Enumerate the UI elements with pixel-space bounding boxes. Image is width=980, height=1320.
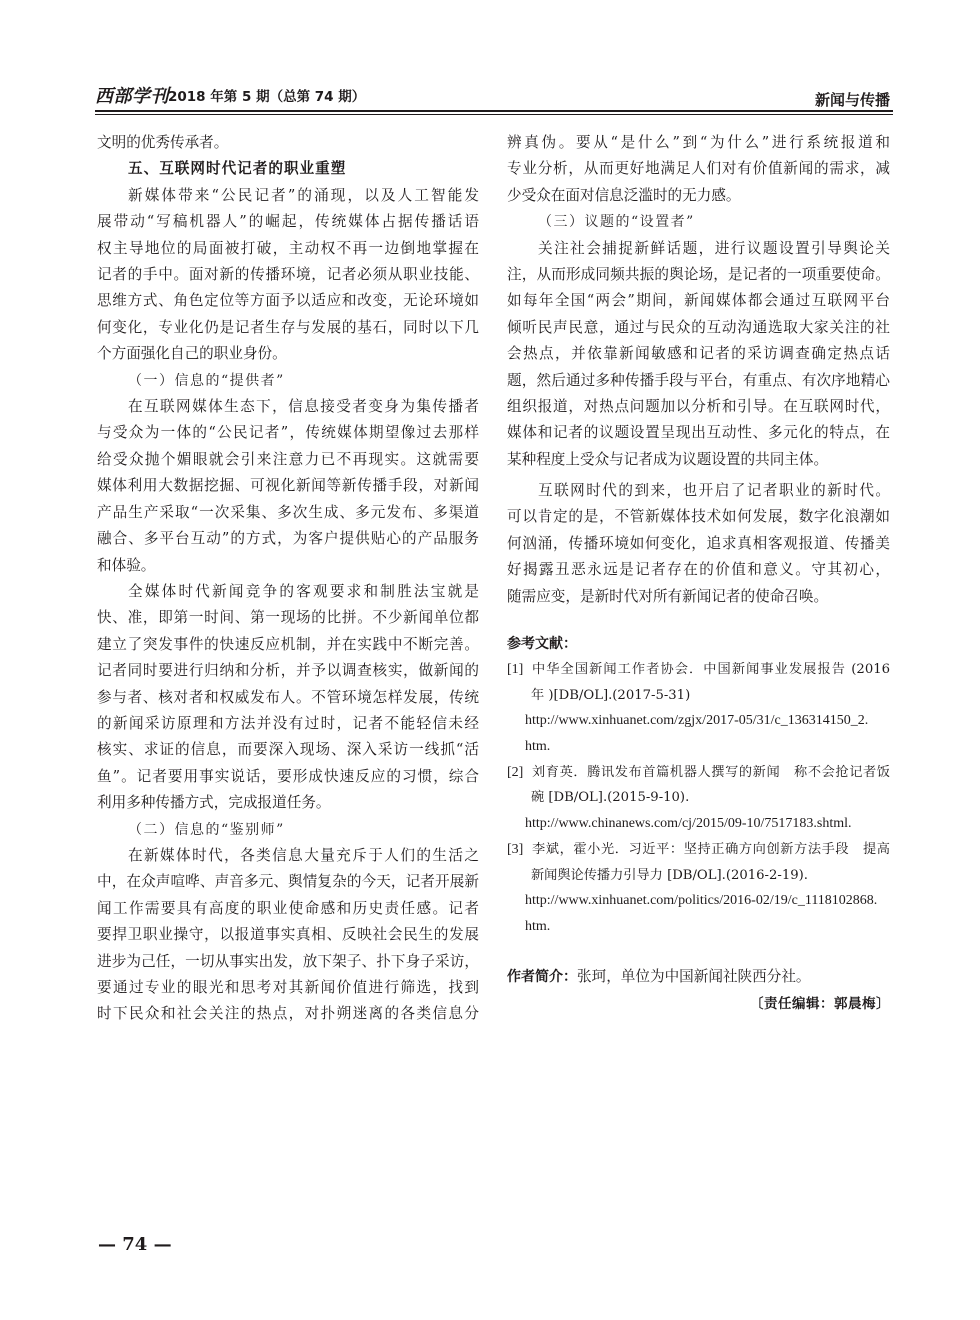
paragraph (507, 478, 890, 610)
reference-line (507, 837, 890, 863)
reference-url-line: http://www.chinanews.com/cj/2015/09-10/7517183.shtml. (525, 816, 852, 832)
body-line: 记者同时要进行归纳和分析，并予以调查核实，做新闻的 (97, 662, 479, 680)
body-line: 展带动“写稿机器人”的崛起，传统媒体占据传播话语 (97, 213, 479, 231)
body-line: 如每年全国“两会”期间，新闻媒体都会通过互联网平台 (507, 292, 890, 310)
reference-text: 李斌，霍小光．习近平：坚持正确方向创新方法手段 提高 (532, 841, 890, 857)
body-line: 专业分析，从而更好地满足人们对有价值新闻的需求，减 (507, 160, 890, 178)
reference-number: [1] (507, 662, 524, 677)
body-line: 媒体利用大数据挖掘、可视化新闻等新传播手段，对新闻 (97, 477, 479, 495)
body-line: 题，然后通过多种传播手段与平台，有重点、有次序地精心 (507, 371, 890, 389)
body-line: 注，从而形成同频共振的舆论场，是记者的一项重要使命。 (507, 266, 890, 284)
reference-url-line: htm. (525, 918, 551, 934)
body-line: 倾听民声民意，通过与民众的互动沟通选取大家关注的社 (507, 318, 890, 336)
body-line: 某种程度上受众与记者成为议题设置的共同主体。 (507, 450, 829, 468)
author-bio-text: 张珂，单位为中国新闻社陕西分社。 (577, 968, 811, 985)
body-line: 媒体和记者的议题设置呈现出互动性、多元化的特点，在 (507, 424, 890, 442)
body-line: 文明的优秀传承者。 (97, 134, 229, 151)
body-line: 和体验。 (97, 556, 156, 574)
reference-item (507, 837, 890, 940)
body-line: 记者的手中。面对新的传播环境，记者必须从职业技能、 (97, 266, 479, 284)
right-column (507, 130, 890, 473)
subsection-heading: （三）议题的“设置者” (538, 214, 695, 231)
body-line: 中，在众声喧哗、声音多元、舆情复杂的今天，记者开展新 (97, 873, 479, 891)
body-line: 互联网时代的到来，也开启了记者职业的新时代。 (538, 482, 890, 499)
references-list (507, 657, 890, 940)
author-bio (507, 964, 890, 990)
body-line: 闻工作需要具有高度的职业使命感和历史责任感。记者 (97, 899, 479, 917)
body-line: 权主导地位的局面被打破，主动权不再一边倒地掌握在 (97, 239, 479, 257)
body-line: 的新闻采访原理和方法并没有过时，记者不能轻信未经 (97, 714, 479, 732)
conclusion-block (507, 478, 890, 610)
body-line: 何变化，专业化仍是记者生存与发展的基石，同时以下几 (97, 318, 479, 336)
paragraph (507, 236, 890, 474)
body-line: 快、准，即第一时间、第一现场的比拼。不少新闻单位都 (97, 609, 479, 627)
body-line: 参与者、核对者和权威发布人。不管环境怎样发展，传统 (97, 688, 479, 706)
journal-logo: 西部学刊 (95, 86, 169, 107)
body-line: 组织报道，对热点问题加以分析和引导。在互联网时代， (507, 398, 890, 416)
paragraph (97, 579, 479, 817)
body-line: 个方面强化自己的职业身份。 (97, 345, 287, 363)
page-number: — 74 — (98, 1234, 172, 1255)
body-line: 要捍卫职业操守，以报道事实真相、反映社会民生的发展 (97, 926, 479, 944)
body-line: 在互联网媒体生态下，信息接受者变身为集传播者 (128, 398, 479, 416)
reference-url-line: http://www.xinhuanet.com/politics/2016-02/19/c_1118102868. (525, 893, 878, 909)
reference-line: 新闻舆论传播力引导力 [DB/OL].(2016-2-19). (531, 867, 808, 883)
body-line: 产品生产采取“一次采集、多次生成、多元发布、多渠道 (97, 503, 479, 521)
reference-line: 年 )[DB/OL].(2017-5-31) (531, 687, 691, 703)
subsection-heading: （二）信息的“鉴别师” (128, 821, 285, 838)
editor-note: 〔责任编辑：郭晨梅〕 (750, 996, 890, 1012)
paragraph (97, 843, 479, 1028)
body-line: 时下民众和社会关注的热点，对扑朔迷离的各类信息分 (97, 1005, 479, 1023)
body-line: 进步为己任，一切从事实出发，放下架子、扑下身子采访， (97, 952, 479, 970)
body-line: 可以肯定的是，不管新媒体技术如何发展，数字化浪潮如 (507, 508, 890, 526)
body-line: 核实、求证的信息，而要深入现场、深入采访一线抓“活 (97, 741, 479, 759)
body-line: 思维方式、角色定位等方面予以适应和改变，无论环境如 (97, 292, 479, 310)
reference-line (507, 760, 890, 786)
body-line: 辨真伪。要从“是什么”到“为什么”进行系统报道和 (507, 134, 890, 151)
body-line: 给受众抛个媚眼就会引来注意力已不再现实。这就需要 (97, 450, 479, 468)
reference-line: 碗 [DB/OL].(2015-9-10). (531, 790, 690, 806)
header-rule-thin (95, 114, 893, 115)
body-line: 好揭露丑恶永远是记者存在的价值和意义。守其初心， (507, 561, 890, 579)
body-line: 在新媒体时代，各类信息大量充斥于人们的生活之 (128, 846, 479, 864)
author-bio-label: 作者简介： (507, 969, 577, 985)
body-line: 建立了突发事件的快速反应机制，并在实践中不断完善。 (97, 635, 479, 653)
reference-item (507, 760, 890, 837)
body-line: 关注社会捕捉新鲜话题，进行议题设置引导舆论关 (538, 239, 890, 257)
body-line: 要通过专业的眼光和思考对其新闻价值进行筛选，找到 (97, 979, 479, 996)
issue-info: 2018 年第 5 期（总第 74 期） (168, 89, 366, 105)
body-line: 全媒体时代新闻竞争的客观要求和制胜法宝就是 (128, 582, 479, 600)
header-rule (95, 110, 893, 112)
section-heading: 五、互联网时代记者的职业重塑 (128, 160, 347, 178)
paragraph (97, 183, 479, 368)
body-line: 何汹涌，传播环境如何变化，追求真相客观报道、传播美 (507, 534, 890, 552)
left-column (97, 130, 479, 1028)
reference-number: [3] (507, 841, 524, 857)
reference-text: 刘育英．腾讯发布首篇机器人撰写的新闻 称不会抢记者饭 (532, 764, 890, 780)
body-line: 会热点，并依靠新闻敏感和记者的采访调查确定热点话 (507, 345, 890, 363)
reference-url-line: http://www.xinhuanet.com/zgjx/2017-05/31/c_136314150_2. (525, 713, 869, 729)
body-line: 新媒体带来“公民记者”的涌现，以及人工智能发 (128, 186, 479, 204)
reference-line (507, 657, 890, 683)
paragraph (507, 130, 890, 209)
body-line: 与受众为一体的“公民记者”，传统媒体期望像过去那样 (97, 424, 479, 442)
body-line: 融合、多平台互动”的方式，为客户提供贴心的产品服务 (97, 530, 479, 548)
reference-url-line: htm. (525, 739, 551, 755)
body-line: 随需应变，是新时代对所有新闻记者的使命召唤。 (507, 587, 829, 605)
body-line: 少受众在面对信息泛滥时的无力感。 (507, 186, 741, 204)
reference-text: 中华全国新闻工作者协会．中国新闻事业发展报告 (2016 (532, 662, 890, 677)
paragraph (97, 394, 479, 579)
subsection-heading: （一）信息的“提供者” (128, 372, 285, 389)
reference-item (507, 657, 890, 760)
body-line: 利用多种传播方式，完成报道任务。 (97, 794, 331, 812)
body-line: 鱼”。记者要用事实说话，要形成快速反应的习惯，综合 (97, 767, 479, 785)
section-label: 新闻与传播 (814, 91, 890, 109)
reference-number: [2] (507, 764, 524, 780)
references-heading: 参考文献： (507, 636, 577, 652)
